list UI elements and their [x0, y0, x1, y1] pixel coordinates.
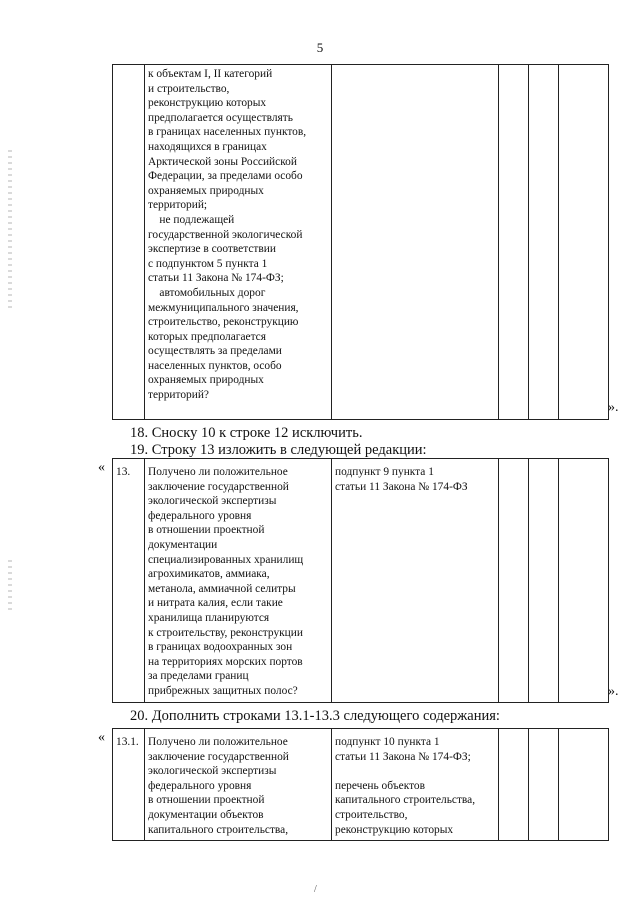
question-line: автомобильных дорог — [148, 286, 266, 299]
answer-yes-cell — [499, 65, 529, 420]
row-number-cell: 13.1. — [113, 729, 145, 841]
question-line: статьи 11 Закона № 174-ФЗ; — [148, 272, 284, 285]
question-line: и строительство, — [148, 82, 230, 95]
closing-quote: ». — [608, 684, 619, 699]
question-line: осуществлять за пределами — [148, 345, 282, 358]
question-line: в границах населенных пунктов, — [148, 126, 307, 139]
stray-scan-mark: / — [314, 884, 317, 895]
question-line: территорий; — [148, 199, 208, 212]
question-line: охраняемых природных — [148, 374, 264, 387]
question-line: охраняемых природных — [148, 184, 264, 197]
row-number-cell — [113, 65, 145, 420]
scan-margin-marks — [8, 560, 12, 610]
paragraph-18: 18. Сноску 10 к строке 12 исключить. — [130, 425, 363, 441]
reference-cell: подпункт 10 пункта 1 статьи 11 Закона № 174-ФЗ; перечень объектов капитального строительства, строительство, реконструкцию которых — [332, 729, 499, 841]
scan-margin-marks — [8, 150, 12, 310]
answer-na-cell — [559, 65, 609, 420]
answer-na-cell — [559, 459, 609, 703]
reference-cell: подпункт 9 пункта 1 статьи 11 Закона № 174-ФЗ — [332, 459, 499, 703]
page-number: 5 — [316, 40, 324, 55]
question-line: населенных пунктов, особо — [148, 359, 282, 372]
question-cell: Получено ли положительное заключение государственной экологической экспертизы федерального уровня в отношении проектной документации объектов капитального строительства, — [145, 729, 332, 841]
answer-no-cell — [529, 729, 559, 841]
criteria-table-row-13 — [112, 458, 609, 703]
opening-quote: « — [98, 730, 105, 745]
row-number-cell: 13. — [113, 459, 145, 703]
paragraph-19: 19. Строку 13 изложить в следующей редакции: — [130, 442, 427, 458]
answer-no-cell — [529, 65, 559, 420]
answer-yes-cell — [499, 729, 529, 841]
reference-cell — [332, 65, 499, 420]
question-line: реконструкцию которых — [148, 97, 267, 110]
answer-no-cell — [529, 459, 559, 703]
table-row — [113, 459, 609, 703]
question-line: межмуниципального значения, — [148, 301, 299, 314]
question-cell — [145, 65, 332, 420]
answer-yes-cell — [499, 459, 529, 703]
answer-na-cell — [559, 729, 609, 841]
question-line: строительство, реконструкцию — [148, 316, 299, 329]
criteria-table-row-13-1 — [112, 728, 609, 841]
closing-quote: ». — [608, 400, 619, 415]
paragraph-20: 20. Дополнить строками 13.1-13.3 следующего содержания: — [130, 708, 500, 724]
criteria-table-continued — [112, 64, 609, 420]
question-cell: Получено ли положительное заключение государственной экологической экспертизы федерального уровня в отношении проектной документации специализированных хранилищ агрохимикатов, аммиака, метанола, аммиачной селитры и нитрата калия, если такие хранилища планируются к строительству, реконструкции в границах водоохранных зон на территориях морских портов за пределами границ прибрежных защитных полос? — [145, 459, 332, 703]
question-line: территорий? — [148, 389, 209, 402]
table-row — [113, 65, 609, 420]
question-line: государственной экологической — [148, 228, 303, 241]
question-line: к объектам I, II категорий — [148, 68, 273, 80]
question-line: с подпунктом 5 пункта 1 — [148, 257, 268, 270]
question-line: которых предполагается — [148, 330, 266, 343]
question-line: находящихся в границах — [148, 140, 267, 153]
question-line: Арктической зоны Российской — [148, 155, 297, 168]
question-line: предполагается осуществлять — [148, 111, 293, 124]
opening-quote: « — [98, 460, 105, 475]
question-line: экспертизе в соответствии — [148, 243, 276, 256]
question-line: Федерации, за пределами особо — [148, 170, 303, 183]
question-line: не подлежащей — [148, 213, 235, 226]
table-row — [113, 729, 609, 841]
